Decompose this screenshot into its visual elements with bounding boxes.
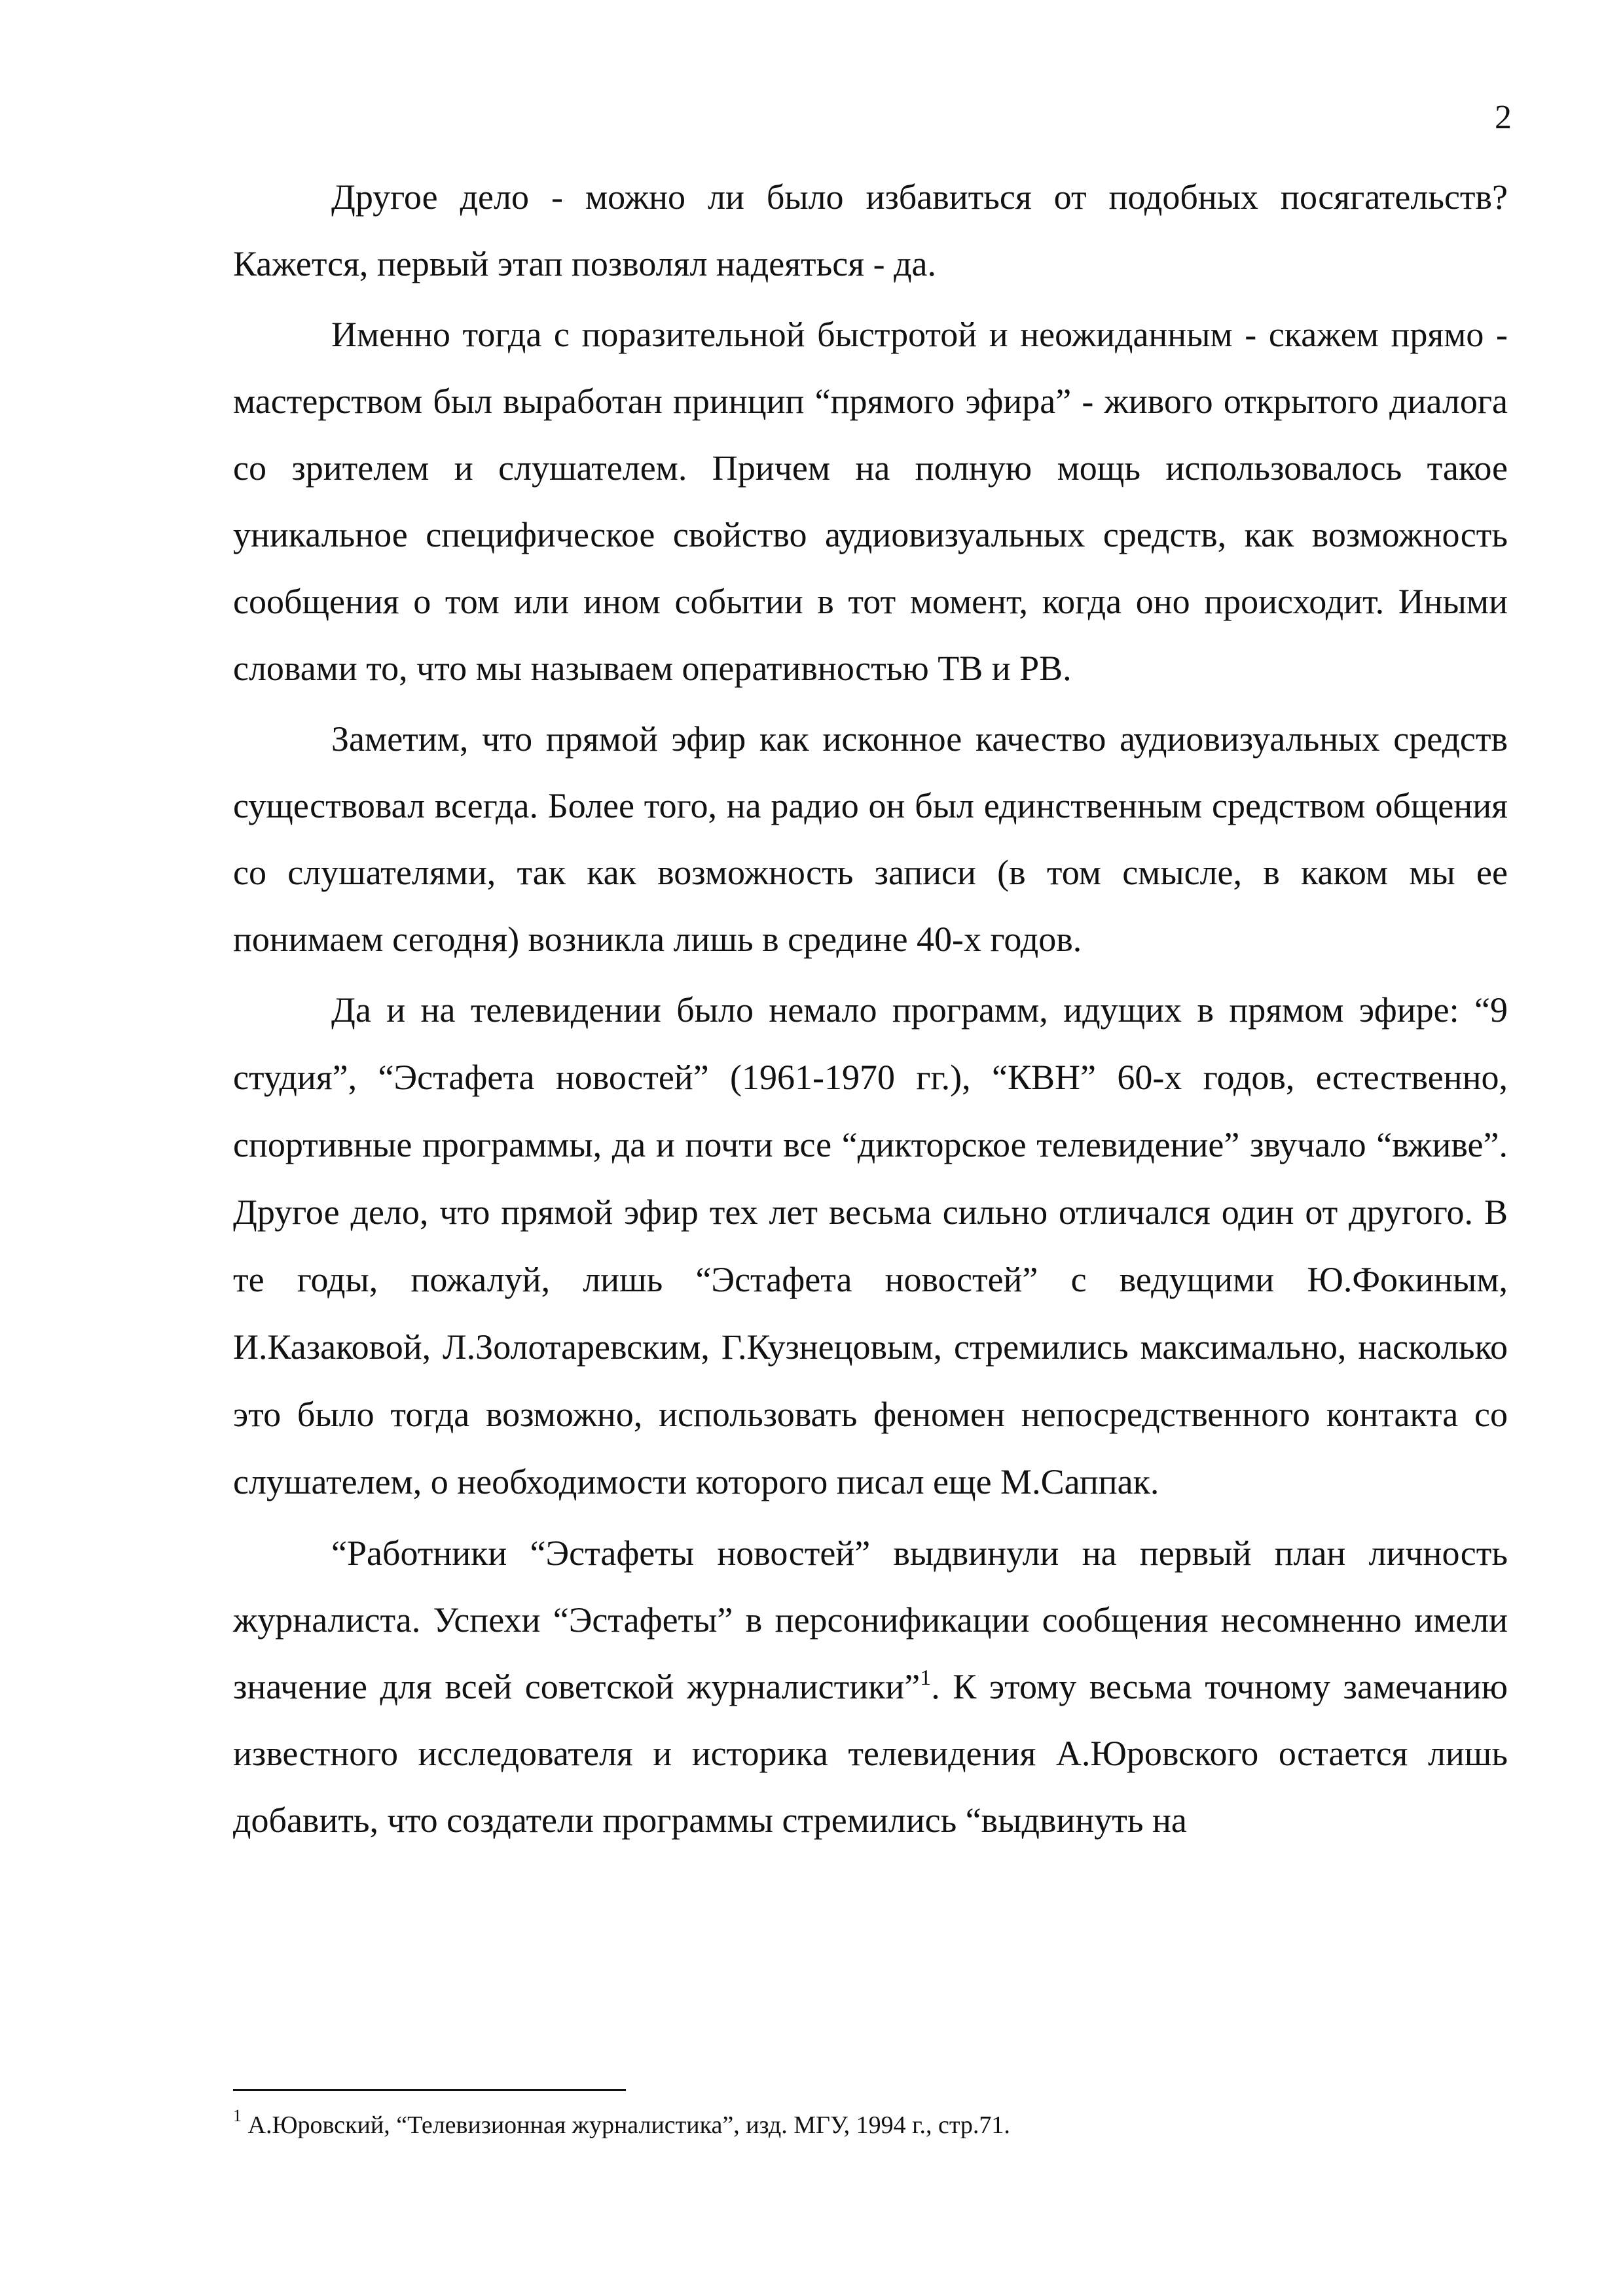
footnote-separator xyxy=(233,2089,626,2091)
footnote-mark: 1 xyxy=(233,2106,242,2126)
paragraph-4: Да и на телевидении было немало программ, идущих в прямом эфире: “9 студия”, “Эстафета новостей” (1961-1970 гг.), “КВН” 60-х годов, естественно, спортивные программы, да и почти все “дикторское телевидение” звучало “вживе”. Другое дело, что прямой эфир тех лет весьма сильно отличался один от другого. В те годы, пожалуй, лишь “Эстафета новостей” с ведущими Ю.Фокиным, И.Казаковой, Л.Золотаревским, Г.Кузнецовым, стремились максимально, насколько это было тогда возможно, использовать феномен непосредственного контакта со слушателем, о необходимости которого писал еще М.Саппак. xyxy=(233,990,1508,1501)
page-number: 2 xyxy=(1495,99,1512,136)
paragraph-5-text-after-ref: . К этому весьма точному замечанию известного исследователя и историка телевидения А.Юровского остается лишь добавить, что создатели программы стремились “выдвинуть на xyxy=(233,1667,1508,1840)
paragraph-3: Заметим, что прямой эфир как исконное качество аудиовизуальных средств существовал всегда. Более того, на радио он был единственным средством общения со слушателями, так как возможность записи (в том смысле, в каком мы ее понимаем сегодня) возникла лишь в средине 40-х годов. xyxy=(233,719,1508,959)
footnote xyxy=(233,2106,1508,2142)
body-text xyxy=(233,164,1508,1854)
paragraph-5 xyxy=(233,1520,1508,1854)
paragraph-2: Именно тогда с поразительной быстротой и неожиданным - скажем прямо - мастерством был выработан принцип “прямого эфира” - живого открытого диалога со зрителем и слушателем. Причем на полную мощь использовалось такое уникальное специфическое свойство аудиовизуальных средств, как возможность сообщения о том или ином событии в тот момент, когда оно происходит. Иными словами то, что мы называем оперативностью ТВ и РВ. xyxy=(233,315,1508,688)
paragraph-5-text-before-ref: “Работники “Эстафеты новостей” выдвинули на первый план личность журналиста. Успехи “Эстафеты” в персонификации сообщения несомненно имели значение для всей советской журналистики” xyxy=(233,1534,1508,1706)
paragraph-1: Другое дело - можно ли было избавиться от подобных посягательств? Кажется, первый этап позволял надеяться - да. xyxy=(233,177,1508,283)
footnote-ref-mark: 1 xyxy=(920,1666,932,1690)
footnote-text: А.Юровский, “Телевизионная журналистика”, изд. МГУ, 1994 г., стр.71. xyxy=(242,2111,1010,2139)
